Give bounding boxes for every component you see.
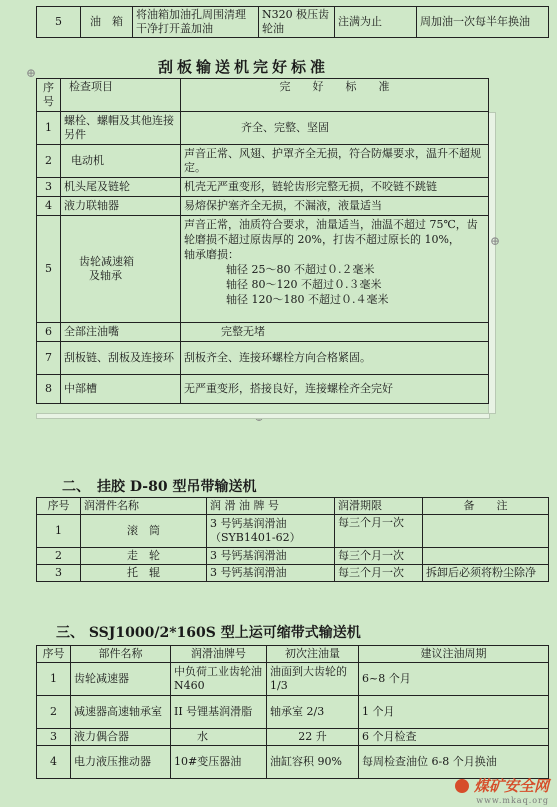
row-period: 每三个月一次 xyxy=(335,515,423,548)
row-no: 8 xyxy=(37,375,61,404)
row-no: 3 xyxy=(37,178,61,197)
header-part: 部件名称 xyxy=(71,646,171,663)
row-no: 5 xyxy=(37,216,61,323)
row-amount: 油缸容积 90% xyxy=(267,746,359,779)
row-amount: 22 升 xyxy=(267,729,359,746)
row-std: 声音正常、风翅、护罩齐全无损，符合防爆要求，温升不超规定。 xyxy=(181,145,489,178)
table-row xyxy=(37,178,489,197)
table-header-row xyxy=(37,498,549,515)
row-oil-line1: 3 号钙基润滑油 xyxy=(210,517,287,530)
watermark-logo-icon xyxy=(455,779,469,793)
table-row xyxy=(37,548,549,565)
header-no: 序号 xyxy=(37,79,61,112)
cell-no: 5 xyxy=(37,7,81,38)
row-no: 6 xyxy=(37,323,61,342)
header-period: 建议注油周期 xyxy=(359,646,549,663)
row-std-bearing-1: 轴径 25～80 不超过０.２毫米 xyxy=(226,263,375,276)
row-item: 机头尾及链轮 xyxy=(61,178,181,197)
watermark-url: www.mkaq.org xyxy=(476,796,549,805)
row-oil: 3 号钙基润滑油 xyxy=(207,565,335,582)
row-std: 刮板齐全、连接环螺栓方向合格紧固。 xyxy=(181,342,489,375)
row-item: 刮板链、刮板及连接环 xyxy=(61,342,181,375)
row-std: 齐全、完整、坚固 xyxy=(181,112,489,145)
row-no: 3 xyxy=(37,729,71,746)
header-note: 备 注 xyxy=(423,498,549,515)
row-oil: 中负荷工业齿轮油 N460 xyxy=(171,663,267,696)
site-watermark xyxy=(455,775,549,805)
row-no: 1 xyxy=(37,112,61,145)
row-period: 每三个月一次 xyxy=(335,548,423,565)
table-header-row xyxy=(37,79,489,112)
row-part: 托 辊 xyxy=(81,565,207,582)
row-part: 电力液压推动器 xyxy=(71,746,171,779)
header-item: 检查项目 xyxy=(61,79,181,112)
d80-lubrication-table xyxy=(36,497,549,582)
cell-period: 周加油一次每半年换油 xyxy=(417,7,549,38)
cell-method: 将油箱加油孔周围清理干净打开盖加油 xyxy=(133,7,259,38)
header-oil: 润滑油牌号 xyxy=(171,646,267,663)
cell-amount: 注满为止 xyxy=(335,7,417,38)
section3-title: 三、 SSJ1000/2*160S 型上运可缩带式输送机 xyxy=(56,625,361,641)
row-oil: 水 xyxy=(171,729,267,746)
row-amount: 油面到大齿轮的 1/3 xyxy=(267,663,359,696)
table-row xyxy=(37,342,489,375)
header-amount: 初次注油量 xyxy=(267,646,359,663)
table-row xyxy=(37,197,489,216)
table-header-row xyxy=(37,646,549,663)
row-no: 1 xyxy=(37,663,71,696)
row-std-bearing-2: 轴径 80～120 不超过０.３毫米 xyxy=(226,278,382,291)
header-std: 完 好 标 准 xyxy=(181,79,489,112)
row-std-text: 声音正常，油质符合要求，油量适当，油温不超过 75℃，齿轮磨损不超过原齿厚的 20%，打齿不超过原长的 10%， xyxy=(184,218,478,246)
row-note: 拆卸后必须将粉尘除净 xyxy=(423,565,549,582)
row-no: 3 xyxy=(37,565,81,582)
row-no: 4 xyxy=(37,197,61,216)
table-row xyxy=(37,746,549,779)
expand-plus-icon-right[interactable]: ⊕ xyxy=(490,234,501,248)
row-item: 液力联轴器 xyxy=(61,197,181,216)
table-row xyxy=(37,7,549,38)
row-std: 完整无堵 xyxy=(181,323,489,342)
row-no: 2 xyxy=(37,145,61,178)
row-oil-line2: （SYB1401-62） xyxy=(210,531,301,544)
row-part: 液力偶合器 xyxy=(71,729,171,746)
header-part: 润滑件名称 xyxy=(81,498,207,515)
row-note xyxy=(423,548,549,565)
table-row xyxy=(37,375,489,404)
section1-title: 刮板输送机完好标准 xyxy=(158,58,330,76)
row-std: 易熔保护塞齐全无损，不漏液，液量适当 xyxy=(181,197,489,216)
row-std xyxy=(181,216,489,323)
header-no: 序号 xyxy=(37,498,81,515)
row-item-line2: 及轴承 xyxy=(89,269,122,282)
row-period: 1 个月 xyxy=(359,696,549,729)
header-oil: 润 滑 油 牌 号 xyxy=(207,498,335,515)
row-item-line1: 齿轮减速箱 xyxy=(79,255,134,268)
row-no: 2 xyxy=(37,696,71,729)
row-part: 齿轮减速器 xyxy=(71,663,171,696)
row-no: 4 xyxy=(37,746,71,779)
row-amount: 轴承室 2/3 xyxy=(267,696,359,729)
row-std-bearing-3: 轴径 120～180 不超过０.４毫米 xyxy=(226,293,389,306)
table-row xyxy=(37,696,549,729)
watermark-title: 煤矿安全网 xyxy=(473,777,549,795)
table-row xyxy=(37,323,489,342)
row-oil: II 号锂基润滑脂 xyxy=(171,696,267,729)
row-item: 全部注油嘴 xyxy=(61,323,181,342)
row-no: 2 xyxy=(37,548,81,565)
table-row xyxy=(37,515,549,548)
row-std: 机壳无严重变形，链轮齿形完整无损，不咬链不跳链 xyxy=(181,178,489,197)
top-row-table xyxy=(36,6,549,38)
row-std-bearing-label: 轴承磨损： xyxy=(184,248,239,261)
ssj1000-lubrication-table xyxy=(36,645,549,779)
row-no: 1 xyxy=(37,515,81,548)
row-part: 走 轮 xyxy=(81,548,207,565)
row-item xyxy=(61,216,181,323)
row-period: 6 个月检查 xyxy=(359,729,549,746)
row-item: 螺栓、螺帽及其他连接另件 xyxy=(61,112,181,145)
row-period: 每周检查油位 6-8 个月换油 xyxy=(359,746,549,779)
table-row xyxy=(37,112,489,145)
table-row xyxy=(37,145,489,178)
row-oil xyxy=(207,515,335,548)
table-row xyxy=(37,565,549,582)
header-period: 润滑期限 xyxy=(335,498,423,515)
row-oil: 3 号钙基润滑油 xyxy=(207,548,335,565)
table-row xyxy=(37,729,549,746)
cell-part: 油 箱 xyxy=(81,7,133,38)
row-std: 无严重变形，搭接良好，连接螺栓齐全完好 xyxy=(181,375,489,404)
row-note xyxy=(423,515,549,548)
expand-plus-icon-left[interactable]: ⊕ xyxy=(26,66,37,80)
row-part: 滚 筒 xyxy=(81,515,207,548)
row-period: 每三个月一次 xyxy=(335,565,423,582)
row-item: 中部槽 xyxy=(61,375,181,404)
right-margin-rail xyxy=(488,112,496,414)
section2-title: 二、 挂胶 D-80 型吊带输送机 xyxy=(62,479,257,495)
cell-oil: N320 极压齿轮油 xyxy=(259,7,335,38)
row-part: 减速器高速轴承室 xyxy=(71,696,171,729)
table-row xyxy=(37,663,549,696)
table-row xyxy=(37,216,489,323)
standard-table xyxy=(36,78,489,404)
row-oil: 10#变压器油 xyxy=(171,746,267,779)
header-no: 序号 xyxy=(37,646,71,663)
bottom-resize-handle[interactable] xyxy=(36,413,490,419)
row-no: 7 xyxy=(37,342,61,375)
row-item: 电动机 xyxy=(61,145,181,178)
row-period: 6~8 个月 xyxy=(359,663,549,696)
